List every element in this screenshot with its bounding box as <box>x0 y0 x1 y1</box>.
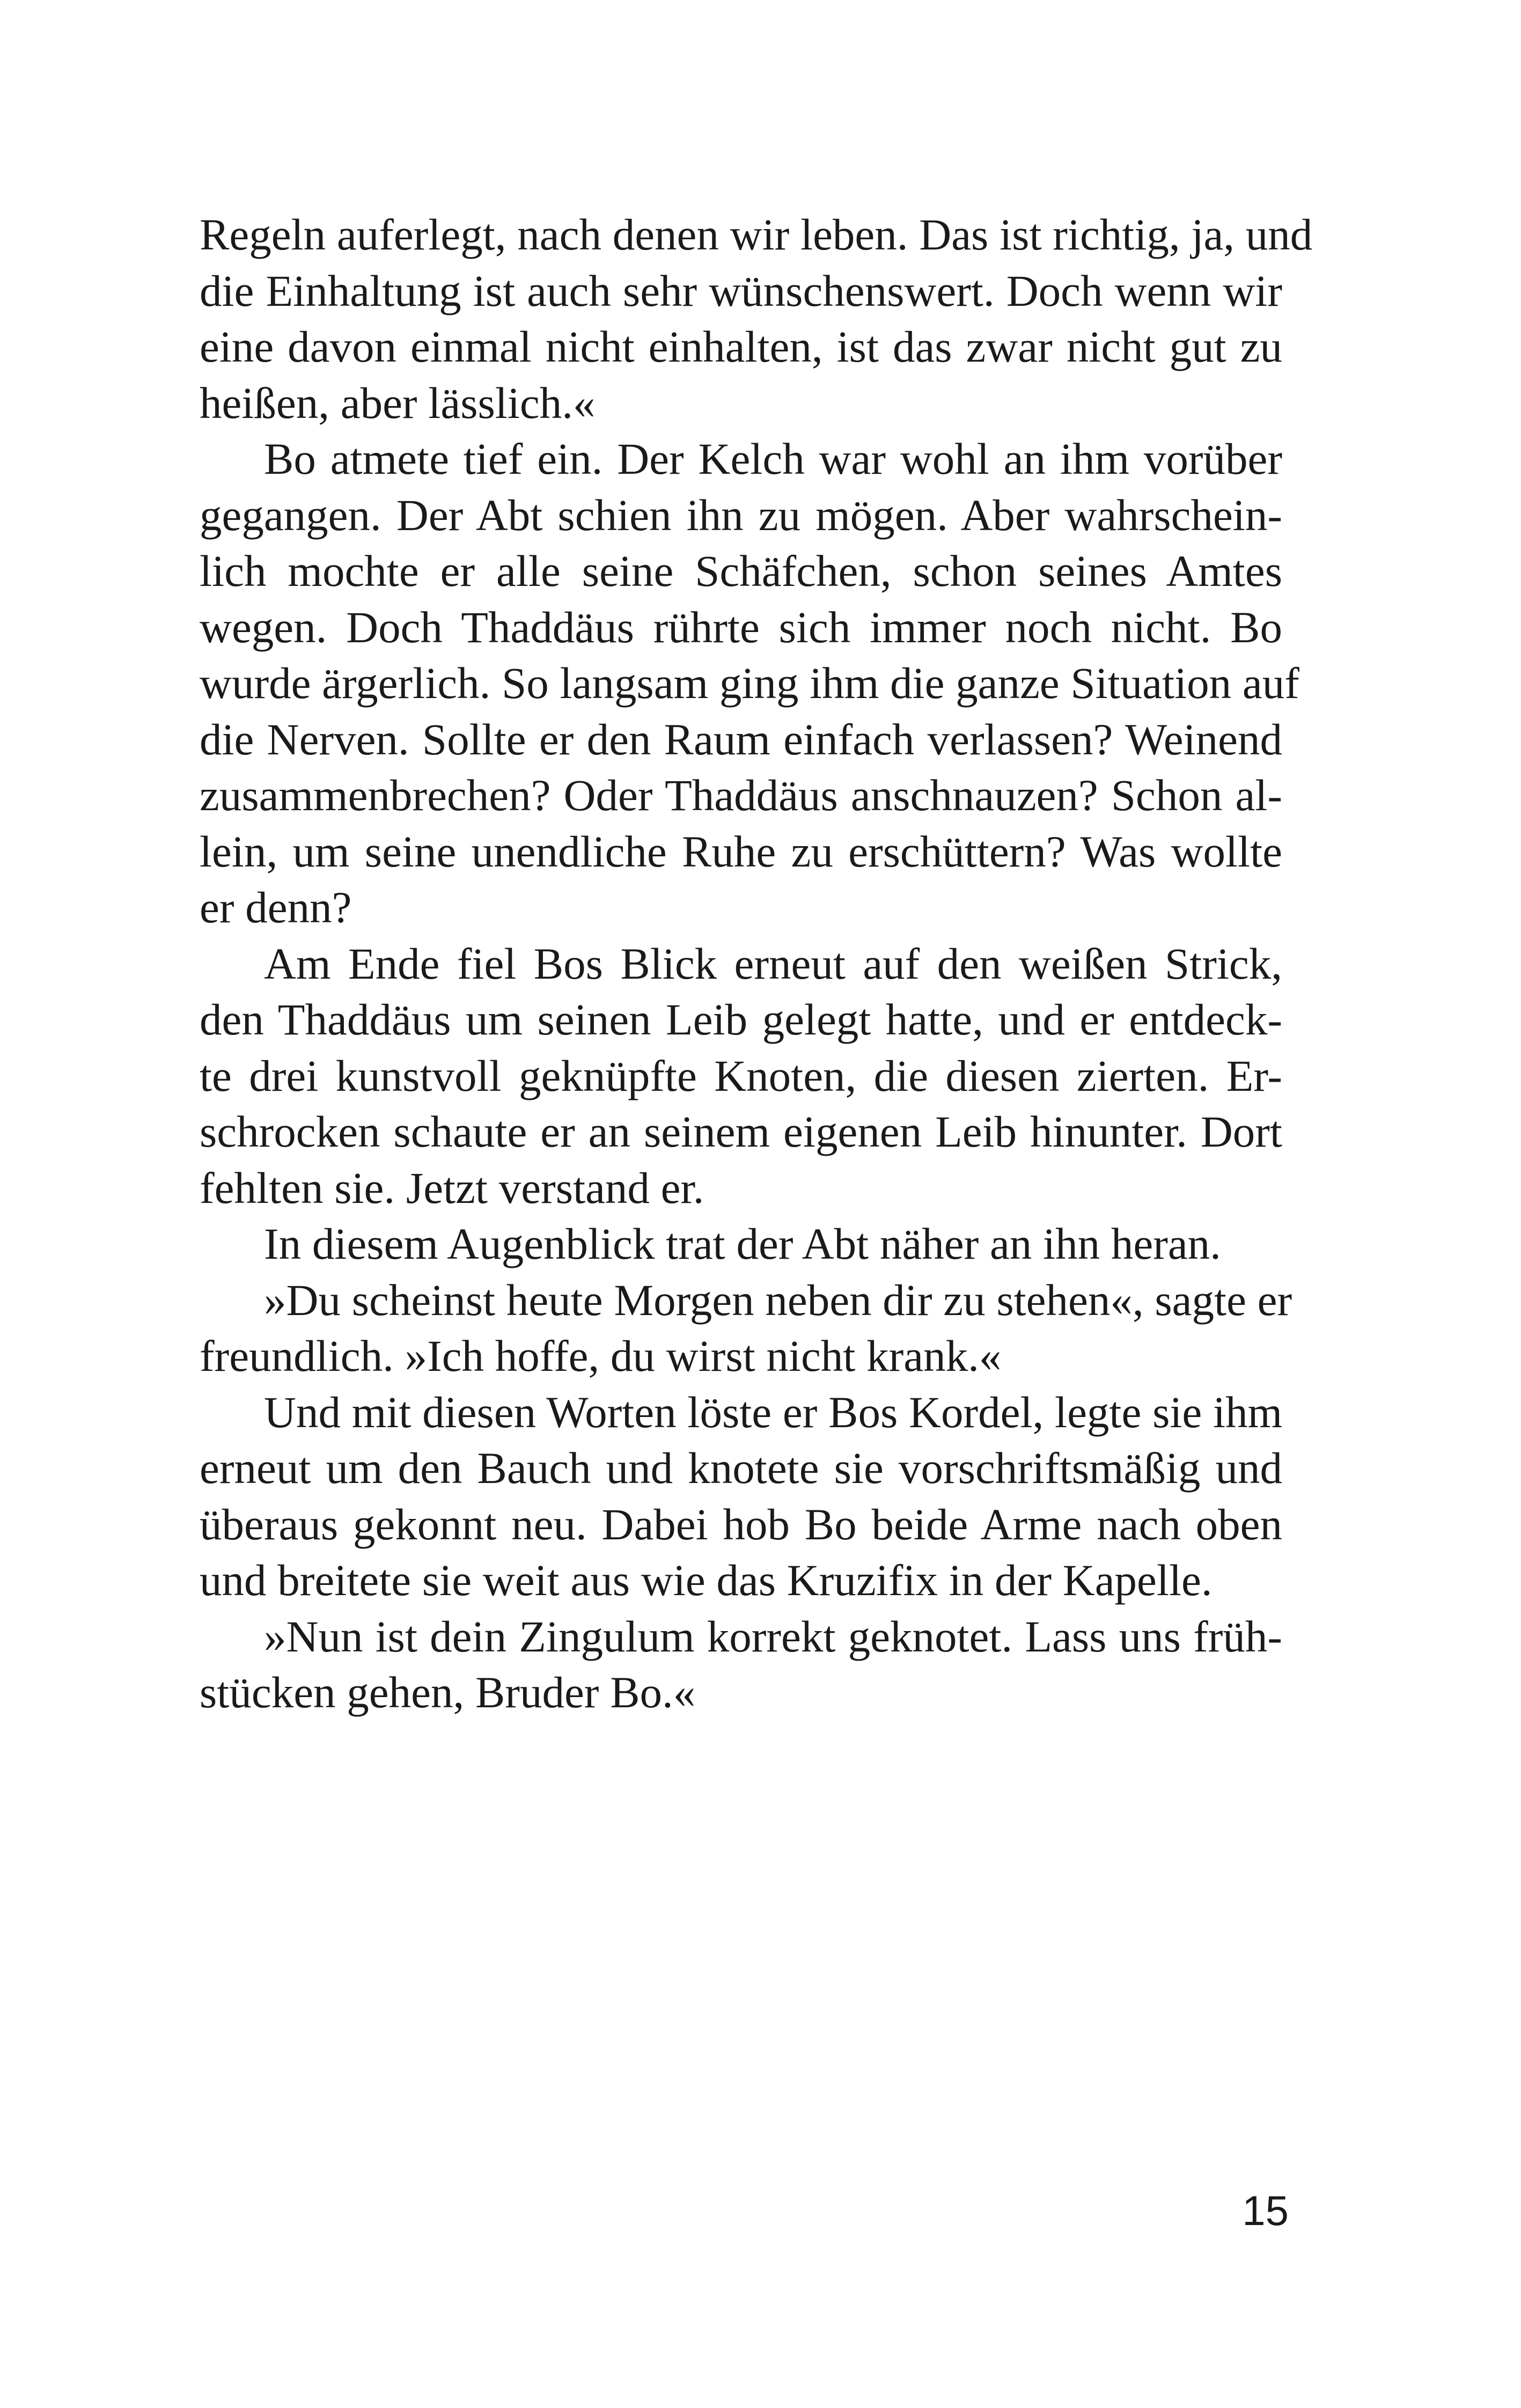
text-line: »Du scheinst heute Morgen neben dir zu stehen«, sagte er <box>264 1275 1292 1325</box>
text-line: gegangen. Der Abt schien ihn zu mögen. Aber wahrschein- <box>200 490 1282 540</box>
text-line: zusammenbrechen? Oder Thaddäus anschnauzen? Schon al- <box>200 770 1282 820</box>
text-line: fehlten sie. Jetzt verstand er. <box>200 1163 704 1213</box>
text-line: den Thaddäus um seinen Leib gelegt hatte, und er entdeck- <box>200 995 1282 1044</box>
text-line: die Einhaltung ist auch sehr wünschenswert. Doch wenn wir <box>200 266 1282 315</box>
text-line: die Nerven. Sollte er den Raum einfach verlassen? Weinend <box>200 714 1282 764</box>
text-line: eine davon einmal nicht einhalten, ist das zwar nicht gut zu <box>200 322 1282 371</box>
text-line: Und mit diesen Worten löste er Bos Kordel, legte sie ihm <box>264 1387 1283 1437</box>
text-line: Regeln auferlegt, nach denen wir leben. Das ist richtig, ja, und <box>200 210 1313 259</box>
text-line: lich mochte er alle seine Schäfchen, schon seines Amtes <box>200 546 1282 596</box>
body-text <box>200 207 1313 1721</box>
page-number: 15 <box>1242 2187 1289 2234</box>
text-line: überaus gekonnt neu. Dabei hob Bo beide Arme nach oben <box>200 1499 1282 1549</box>
text-line: wurde ärgerlich. So langsam ging ihm die ganze Situation auf <box>200 658 1299 708</box>
text-line: lein, um seine unendliche Ruhe zu erschüttern? Was wollte <box>200 826 1282 876</box>
text-line: wegen. Doch Thaddäus rührte sich immer noch nicht. Bo <box>200 602 1282 652</box>
text-line: »Nun ist dein Zingulum korrekt geknotet. Lass uns früh- <box>264 1611 1282 1661</box>
text-line: freundlich. »Ich hoffe, du wirst nicht krank.« <box>200 1331 1002 1381</box>
text-line: In diesem Augenblick trat der Abt näher an ihn heran. <box>264 1219 1221 1268</box>
text-line: und breitete sie weit aus wie das Kruzifix in der Kapelle. <box>200 1555 1213 1605</box>
text-line: te drei kunstvoll geknüpfte Knoten, die diesen zierten. Er- <box>200 1051 1282 1100</box>
text-line: erneut um den Bauch und knotete sie vorschriftsmäßig und <box>200 1443 1282 1493</box>
text-line: Am Ende fiel Bos Blick erneut auf den weißen Strick, <box>264 938 1282 988</box>
text-line: Bo atmete tief ein. Der Kelch war wohl an ihm vorüber <box>264 434 1282 483</box>
text-line: heißen, aber lässlich.« <box>200 378 596 428</box>
text-line: er denn? <box>200 883 352 932</box>
text-line: schrocken schaute er an seinem eigenen Leib hinunter. Dort <box>200 1107 1282 1156</box>
text-line: stücken gehen, Bruder Bo.« <box>200 1668 696 1717</box>
